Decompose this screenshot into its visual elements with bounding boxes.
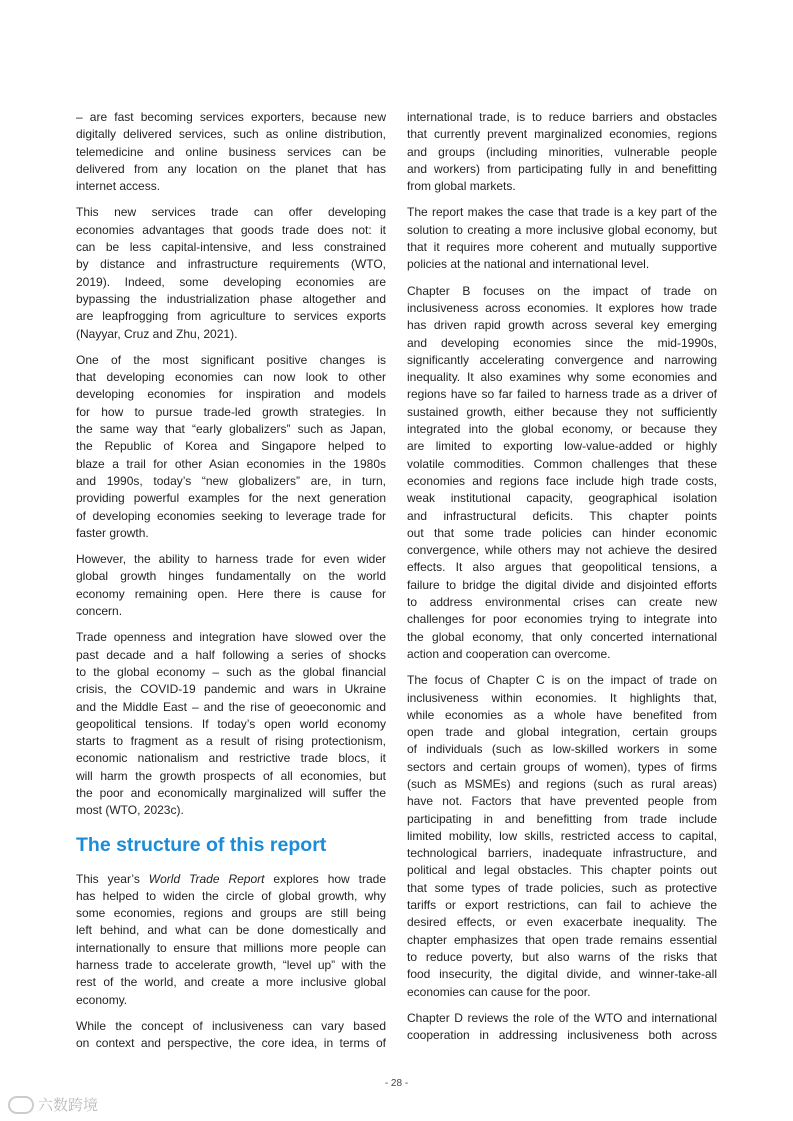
text-line: The report makes the case that trade is a key part of the xyxy=(407,205,717,220)
text-line: and groups (including minorities, vulnerable people xyxy=(407,144,717,159)
section-heading: The structure of this report xyxy=(76,833,327,856)
text-line: economies and regions face include high trade costs, xyxy=(407,473,717,488)
text-line: harness trade to accelerate growth, “level up” with the xyxy=(76,958,386,973)
paragraph xyxy=(407,1010,717,1045)
text-line: starts to fragment as a result of rising protectionism, xyxy=(76,734,386,749)
text-line: international trade, is to reduce barriers and obstacles xyxy=(407,110,717,124)
text-line: desired effects, or even exacerbate inequality. The xyxy=(407,915,717,930)
paragraph xyxy=(407,672,717,1001)
left-column xyxy=(76,109,386,1062)
text-segment: explores how trade xyxy=(264,871,386,886)
text-line: are limited to exporting low-value-added or highly xyxy=(407,439,717,454)
text-line: faster growth. xyxy=(76,525,149,540)
text-line: The focus of Chapter C is on the impact of trade on xyxy=(407,673,717,688)
text-line: has helped to widen the circle of global growth, why xyxy=(76,888,386,903)
text-line: and developing economies since the mid-1990s, xyxy=(407,335,717,350)
text-line: inequality. It also examines why some economies and xyxy=(407,370,717,385)
text-line: most (WTO, 2023c). xyxy=(76,803,184,818)
text-line: some economies, regions and groups are still being xyxy=(76,906,386,921)
text-line: Chapter D reviews the role of the WTO and international xyxy=(407,1010,717,1025)
page-number: - 28 - xyxy=(384,1078,409,1089)
text-line: for how to pursue trade-led growth strategies. In xyxy=(76,404,386,419)
text-line: concern. xyxy=(76,604,123,619)
watermark-text: 六数跨境 xyxy=(38,1097,99,1114)
paragraph xyxy=(76,109,386,195)
text-line: that developing economies can now look to other xyxy=(76,370,386,385)
text-line: open trade and global integration, certain groups xyxy=(407,725,717,740)
paragraph xyxy=(76,551,386,620)
text-line: rest of the world, and create a more inclusive global xyxy=(76,975,386,990)
text-line: internet access. xyxy=(76,179,161,194)
text-line: significantly accelerating convergence and narrowing xyxy=(407,352,717,367)
text-line: has driven rapid growth across several key emerging xyxy=(407,318,717,333)
text-line: the Republic of Korea and Singapore helped to xyxy=(76,439,386,454)
text-line: technological barriers, inadequate infrastructure, and xyxy=(407,846,717,861)
text-line: and workers) from participating fully in and benefitting xyxy=(407,161,717,176)
text-line: While the concept of inclusiveness can vary based xyxy=(76,1018,386,1033)
text-line: volatile commodities. Common challenges that these xyxy=(407,456,717,471)
text-line: to address environmental crises can create new xyxy=(407,595,717,610)
text-line: of individuals (such as low-skilled workers in some xyxy=(407,742,717,757)
text-line: can be less capital-intensive, and less constrained xyxy=(76,240,386,255)
text-line: and the Middle East – and the rise of geoeconomic and xyxy=(76,699,386,714)
paragraph xyxy=(407,109,717,195)
text-line: geopolitical tensions. If today’s open world economy xyxy=(76,716,386,731)
text-line: However, the ability to harness trade for even wider xyxy=(76,552,386,567)
watermark xyxy=(8,1094,98,1115)
text-line: One of the most significant positive changes is xyxy=(76,352,386,367)
text-line: the poor and economically marginalized will suffer the xyxy=(76,785,386,800)
text-line: economic nationalism and restrictive trade blocs, it xyxy=(76,751,386,766)
text-line: participating in and benefitting from trade include xyxy=(407,811,717,826)
text-line: that it requires more coherent and mutually supportive xyxy=(407,240,717,255)
text-line: cooperation in addressing inclusiveness both across xyxy=(407,1028,717,1043)
text-line: This new services trade can offer developing xyxy=(76,205,386,220)
text-line: tariffs or export restrictions, can fail to achieve the xyxy=(407,898,717,913)
text-line: on context and perspective, the core idea, in terms of xyxy=(76,1036,386,1051)
text-line: economies advantages that goods trade does not: it xyxy=(76,222,386,237)
text-segment: This year’s xyxy=(76,871,149,886)
text-line: global growth hinges fundamentally on the world xyxy=(76,569,386,584)
paragraph xyxy=(407,204,717,273)
text-line: convergence, while others may not achieve the desired xyxy=(407,543,717,558)
text-line: delivered from any location on the planet that has xyxy=(76,161,386,176)
text-line: solution to creating a more inclusive global economy, but xyxy=(407,222,717,237)
text-line: from global markets. xyxy=(407,179,516,194)
right-column xyxy=(407,109,717,1053)
text-line: have not. Factors that have prevented people from xyxy=(407,794,717,809)
text-line: Chapter B focuses on the impact of trade on xyxy=(407,283,717,298)
text-line: will harm the growth prospects of all economies, but xyxy=(76,768,386,783)
text-line: and infrastructural deficits. This chapter points xyxy=(407,508,717,523)
text-line: economies can cause for the poor. xyxy=(407,984,591,999)
text-line: economy. xyxy=(76,992,128,1007)
report-title-italic: World Trade Report xyxy=(148,871,265,886)
text-line: the global economy, that only concerted international xyxy=(407,629,717,644)
text-line: sustained growth, either because they not sufficiently xyxy=(407,404,717,419)
text-line: action and cooperation can overcome. xyxy=(407,646,611,661)
text-line: crisis, the COVID-19 pandemic and wars in Ukraine xyxy=(76,682,386,697)
paragraph xyxy=(407,283,717,664)
paragraph xyxy=(76,352,386,542)
text-line: blaze a trail for other Asian economies in the 1980s xyxy=(76,456,386,471)
text-line: (Nayyar, Cruz and Zhu, 2021). xyxy=(76,326,238,341)
watermark-logo-icon xyxy=(8,1096,34,1114)
text-line: bypassing the industrialization phase altogether and xyxy=(76,291,386,306)
text-line: to the global economy – such as the global financial xyxy=(76,664,386,679)
text-line: the same way that “early globalizers” such as Japan, xyxy=(76,422,386,437)
text-line: integrated into the global economy, or because they xyxy=(407,422,717,437)
text-line: past decade and a half following a series of shocks xyxy=(76,647,386,662)
paragraph xyxy=(76,629,386,819)
text-line: effects. It also argues that geopolitical tensions, a xyxy=(407,560,717,575)
text-line: 2019). Indeed, some developing economies are xyxy=(76,274,386,289)
text-line: internationally to ensure that millions more people can xyxy=(76,940,386,955)
text-line: to reduce poverty, but also warns of the risks that xyxy=(407,949,717,964)
text-line: Trade openness and integration have slowed over the xyxy=(76,630,386,645)
text-line: while economies as a whole have benefited from xyxy=(407,707,717,722)
paragraph xyxy=(76,871,386,1009)
text-line: inclusiveness within economies. It highlights that, xyxy=(407,690,717,705)
text-line: regions have so far failed to harness trade as a driver of xyxy=(407,387,717,402)
text-line: policies at the national and international level. xyxy=(407,257,650,272)
text-line: that some types of trade policies, such as protective xyxy=(407,880,717,895)
text-line: out that some trade policies can hinder economic xyxy=(407,525,717,540)
text-line: (such as MSMEs) and regions (such as rural areas) xyxy=(407,776,717,791)
paragraph xyxy=(76,204,386,342)
text-line: digitally delivered services, such as online distribution, xyxy=(76,127,386,142)
text-line: and 1990s, today’s “new globalizers” are, in turn, xyxy=(76,473,386,488)
text-line: economy remaining open. Here there is cause for xyxy=(76,586,386,601)
text-line: limited mobility, low skills, restricted access to capital, xyxy=(407,828,717,843)
text-line: providing powerful examples for the next generation xyxy=(76,491,386,506)
text-line: developing economies for inspiration and models xyxy=(76,387,386,402)
text-line: sectors and certain groups of women), types of firms xyxy=(407,759,717,774)
text-line: challenges for poor economies trying to integrate into xyxy=(407,612,717,627)
text-line: – are fast becoming services exporters, because new xyxy=(76,110,386,124)
paragraph xyxy=(76,1018,386,1053)
text-line: food insecurity, the digital divide, and winner-take-all xyxy=(407,967,717,982)
text-line: that currently prevent marginalized economies, regions xyxy=(407,127,717,142)
text-line: by distance and infrastructure requirements (WTO, xyxy=(76,257,386,272)
text-line: political and legal obstacles. This chapter points out xyxy=(407,863,717,878)
text-line xyxy=(76,871,386,888)
text-line: inclusiveness across economies. It explores how trade xyxy=(407,300,717,315)
text-line: failure to bridge the digital divide and disjointed efforts xyxy=(407,577,717,592)
text-line: weak institutional capacity, geographical isolation xyxy=(407,491,717,506)
text-line: telemedicine and online business services can be xyxy=(76,144,386,159)
text-line: left behind, and what can be done domestically and xyxy=(76,923,386,938)
text-line: of developing economies seeking to leverage trade for xyxy=(76,508,386,523)
text-line: are leapfrogging from agriculture to services exports xyxy=(76,309,386,324)
text-line: chapter emphasizes that open trade remains essential xyxy=(407,932,717,947)
